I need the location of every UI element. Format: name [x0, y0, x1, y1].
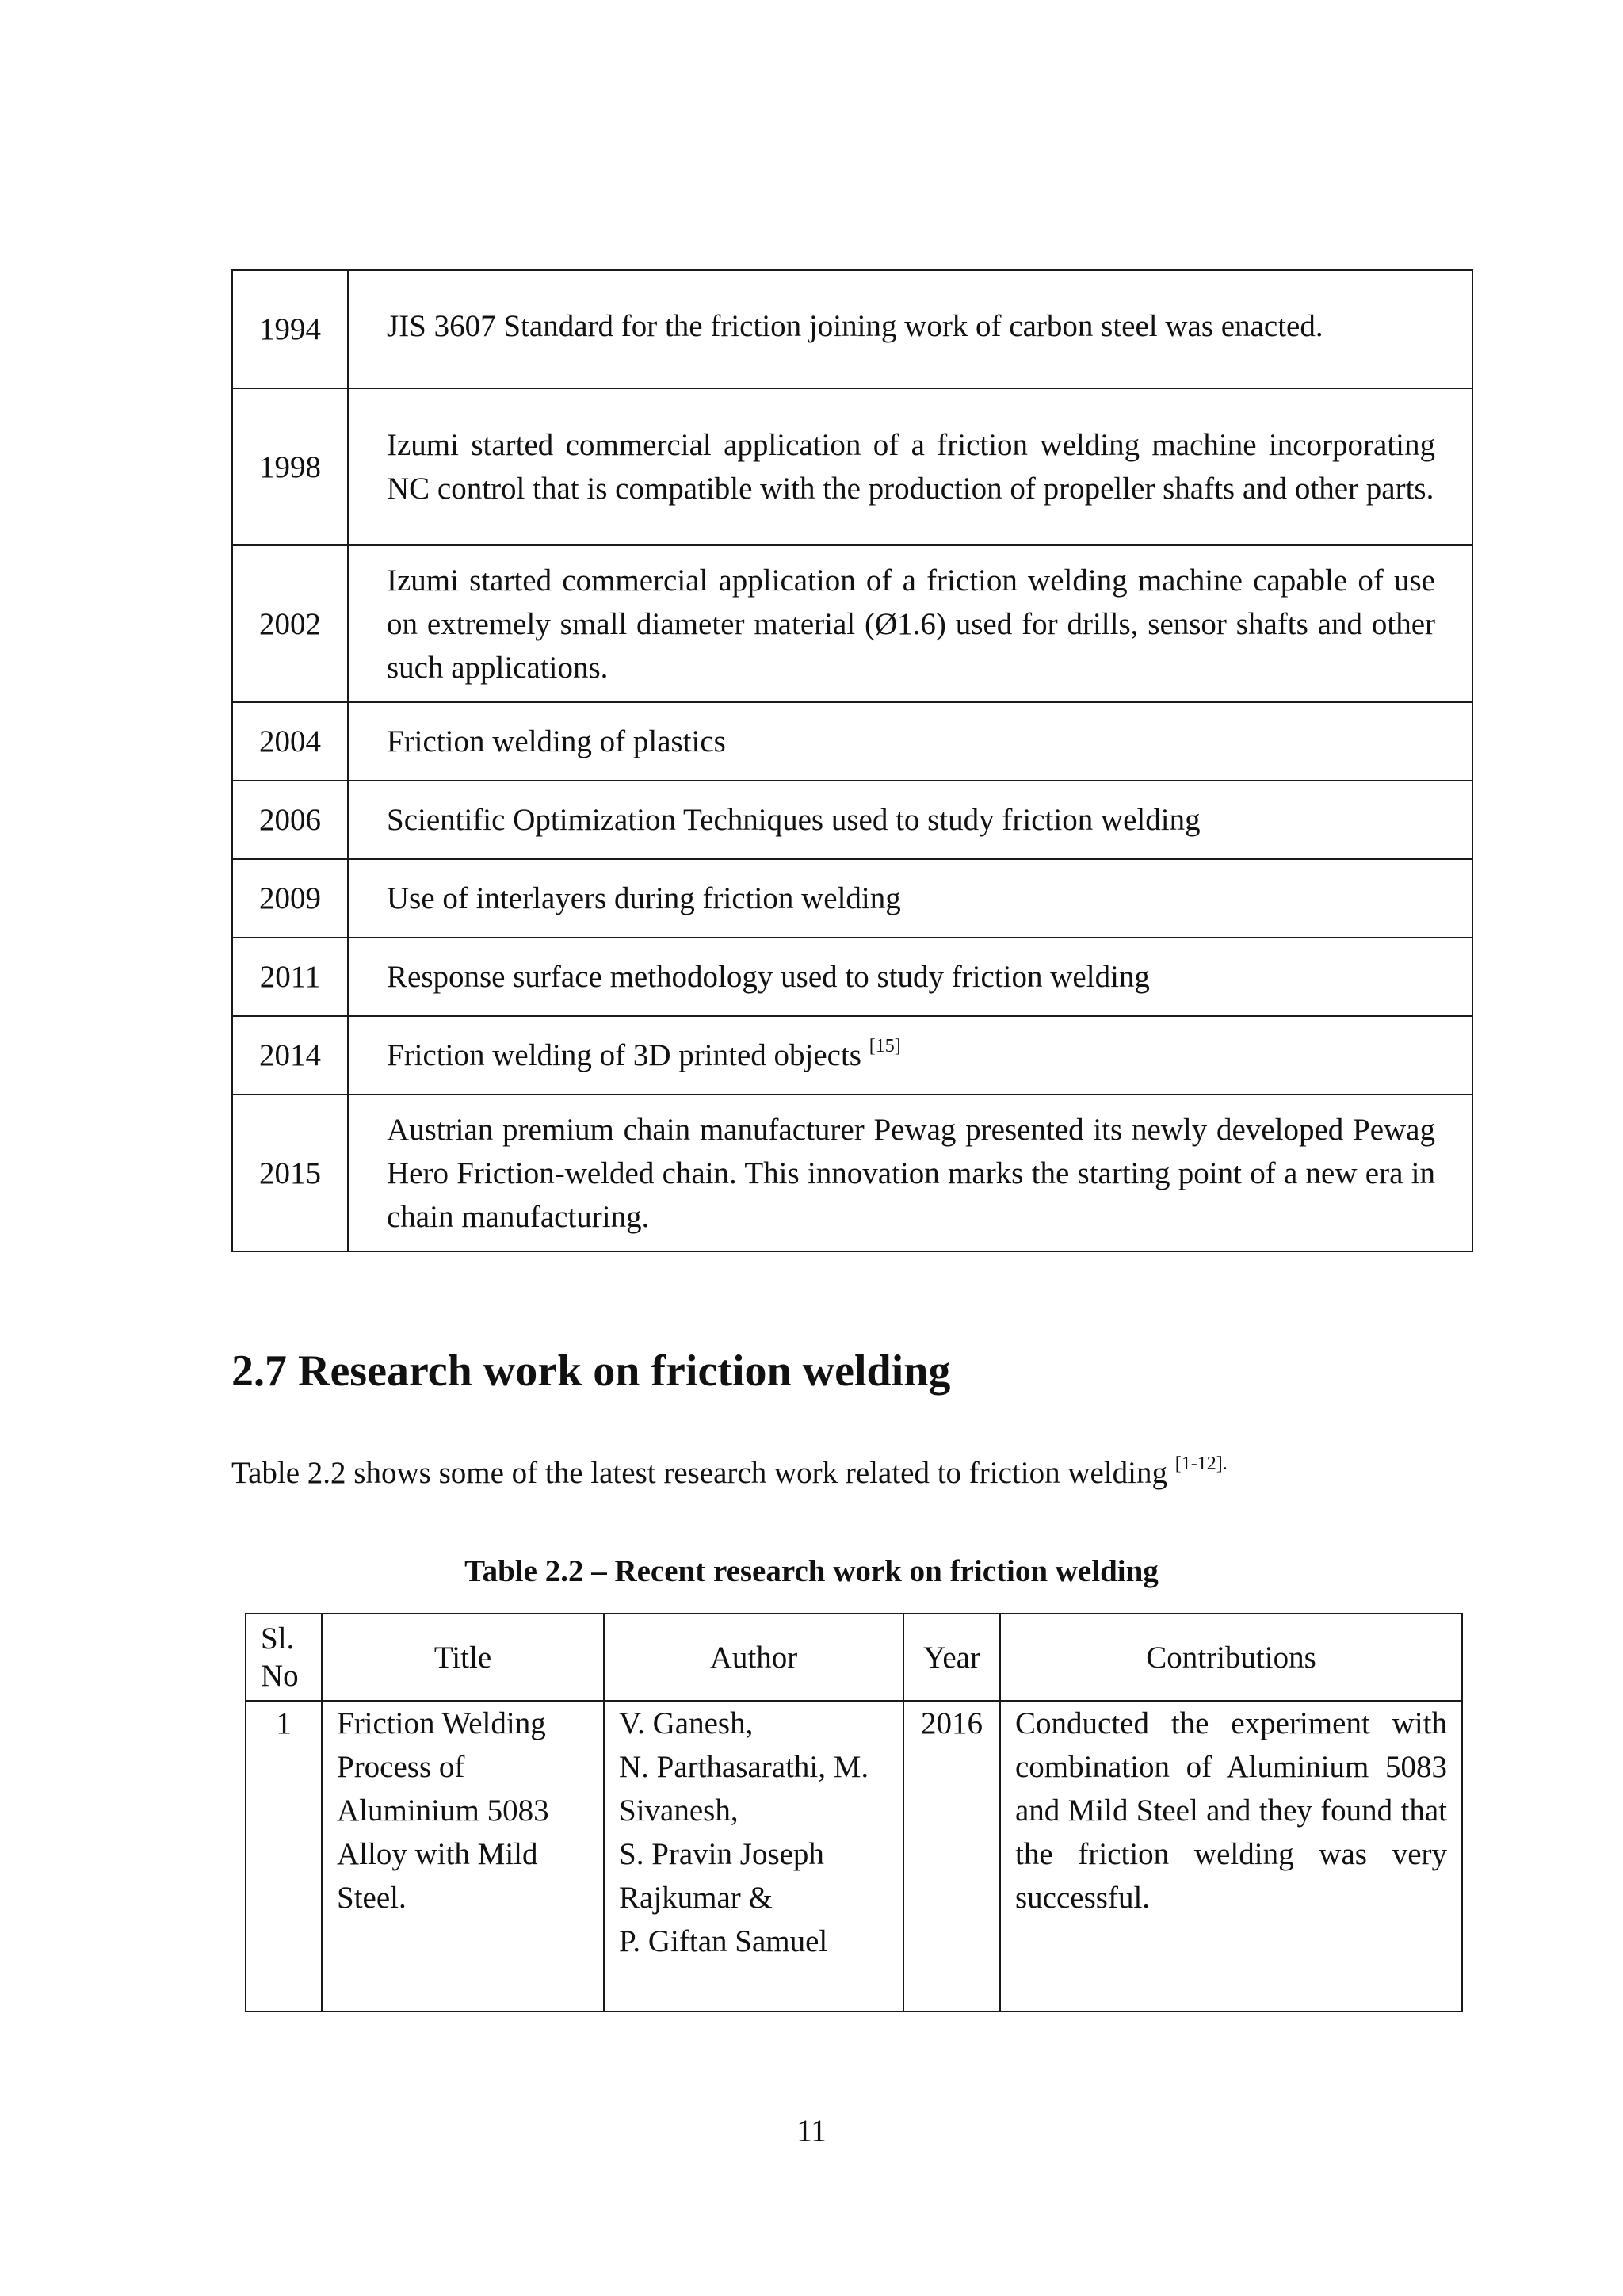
table-row [246, 1701, 1462, 2011]
timeline-year: 2009 [232, 859, 348, 938]
timeline-description: Use of interlayers during friction welding [348, 859, 1472, 938]
timeline-row [232, 938, 1472, 1016]
timeline-year: 2015 [232, 1095, 348, 1251]
timeline-description: Izumi started commercial application of a friction welding machine incorporating NC control that is compatible with the production of propeller shafts and other parts. [348, 388, 1472, 545]
table-caption: Table 2.2 – Recent research work on friction welding [464, 1554, 1159, 1588]
citation-reference: [1-12]. [1174, 1454, 1228, 1474]
timeline-year: 1998 [232, 388, 348, 545]
timeline-year: 1994 [232, 270, 348, 388]
cell-year: 2016 [903, 1701, 1000, 2011]
timeline-row [232, 545, 1472, 702]
timeline-table [231, 269, 1473, 1252]
timeline-row [232, 1095, 1472, 1251]
paragraph-text: Table 2.2 shows some of the latest research work related to friction welding [231, 1456, 1175, 1490]
timeline-description: Scientific Optimization Techniques used to study friction welding [348, 781, 1472, 859]
timeline-description: Friction welding of plastics [348, 702, 1472, 781]
timeline-year: 2014 [232, 1016, 348, 1095]
timeline-row [232, 1016, 1472, 1095]
cell-sl-no: 1 [246, 1701, 322, 2011]
citation-reference: [15] [869, 1036, 901, 1056]
timeline-row [232, 781, 1472, 859]
header-year: Year [903, 1614, 1000, 1701]
timeline-text: Friction welding of 3D printed objects [387, 1038, 869, 1072]
timeline-description: Response surface methodology used to study friction welding [348, 938, 1472, 1016]
cell-contributions: Conducted the experiment with combination of Aluminium 5083 and Mild Steel and they found that the friction welding was very successful. [1000, 1701, 1462, 2011]
timeline-year: 2011 [232, 938, 348, 1016]
page-number: 11 [796, 2114, 827, 2148]
timeline-year: 2006 [232, 781, 348, 859]
cell-author: V. Ganesh, N. Parthasarathi, M. Sivanesh, S. Pravin Joseph Rajkumar & P. Giftan Samuel [604, 1701, 903, 2011]
timeline-description: Izumi started commercial application of a friction welding machine capable of use on extremely small diameter material (Ø1.6) used for drills, sensor shafts and other such applications. [348, 545, 1472, 702]
header-author: Author [604, 1614, 903, 1701]
header-contributions: Contributions [1000, 1614, 1462, 1701]
timeline-row [232, 388, 1472, 545]
section-paragraph [231, 1455, 1228, 1491]
timeline-row [232, 270, 1472, 388]
timeline-row [232, 702, 1472, 781]
table-header-row [246, 1614, 1462, 1701]
timeline-description: Austrian premium chain manufacturer Pewag presented its newly developed Pewag Hero Friction-welded chain. This innovation marks the starting point of a new era in chain manufacturing. [348, 1095, 1472, 1251]
research-table [245, 1613, 1463, 2012]
timeline-year: 2002 [232, 545, 348, 702]
header-sl-no: Sl. No [246, 1614, 322, 1701]
header-title: Title [322, 1614, 604, 1701]
timeline-description: JIS 3607 Standard for the friction joining work of carbon steel was enacted. [348, 270, 1472, 388]
cell-title: Friction Welding Process of Aluminium 5083 Alloy with Mild Steel. [322, 1701, 604, 2011]
section-heading: 2.7 Research work on friction welding [231, 1347, 951, 1396]
timeline-year: 2004 [232, 702, 348, 781]
timeline-row [232, 859, 1472, 938]
timeline-description [348, 1016, 1472, 1095]
